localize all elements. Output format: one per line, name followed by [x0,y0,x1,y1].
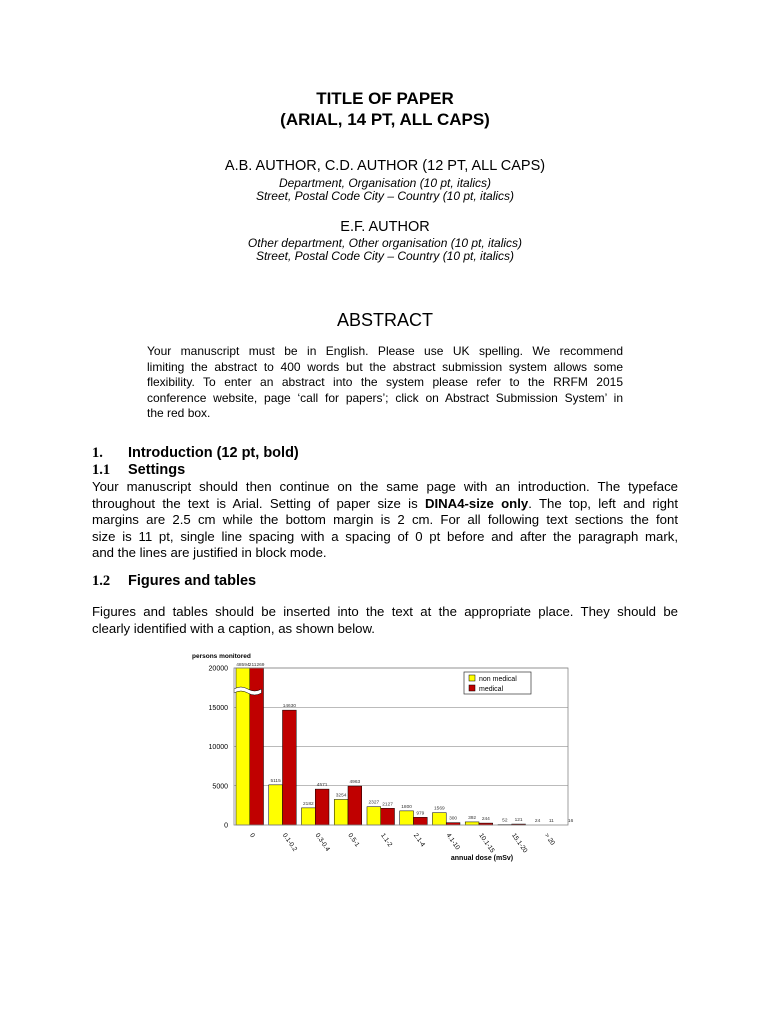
affiliation-1-line-2: Street, Postal Code City – Country (10 pt, italics) [255,189,515,203]
section-title: Introduction (12 pt, bold) [128,445,299,461]
x-tick-label: 10.1-15 [477,832,496,855]
bar-value-label: 52 [502,818,508,824]
section-1-2-heading [92,573,256,590]
legend-label-medical: medical [479,686,504,693]
x-tick-label: 1.1-2 [379,832,394,849]
bar-value-label: 5115 [270,778,281,784]
bar-non-medical [432,813,446,825]
bar-value-label: 48594 [236,663,250,668]
x-tick-label: 0.5-1 [346,832,361,849]
paragraph-line: Your manuscript should then continue on the same page with an introduction. The typeface [92,479,678,494]
legend-swatch-medical [469,685,475,691]
bar-value-label: 2327 [368,800,380,806]
affiliation-2-line-1: Other department, Other organisation (10 pt, italics) [247,236,523,250]
bar-non-medical [367,807,381,825]
figures-paragraph [92,604,678,637]
bar-value-label: 244 [481,817,490,823]
x-tick-label: 0.3-0.4 [313,832,331,853]
bar-value-label: 3254 [335,793,347,799]
text-run: . The top, left and right [528,495,679,511]
bar-value-label: 24 [534,818,541,824]
legend-swatch-non-medical [469,675,475,681]
bar-medical [413,817,427,825]
x-tick-label: 4.1-10 [444,832,461,852]
bold-text-run: DINA4-size only [424,495,529,511]
section-1-heading [92,445,299,462]
affiliation-2-line-2: Street, Postal Code City – Country (10 pt, italics) [255,249,515,263]
bar-value-label: 211269 [248,663,265,668]
section-title: Figures and tables [128,573,257,589]
text-run: throughout the text is Arial. Setting of paper size is [92,495,425,511]
bar-non-medical [269,785,283,825]
chart-legend [464,672,531,694]
y-tick-label: 0 [224,822,228,830]
legend-label-non-medical: non medical [479,676,517,683]
x-axis-ticks [248,832,556,854]
bar-value-label: 979 [416,811,425,817]
bar-value-label: 4571 [316,783,328,789]
bar-non-medical [301,808,315,825]
bar-value-label: 300 [449,816,458,822]
author-names-1: A.B. AUTHOR, C.D. AUTHOR (12 PT, ALL CAPS) [224,158,546,174]
bar-value-label: 121 [514,818,523,824]
bar-value-label: 16 [567,818,574,824]
bar-value-label: 2127 [382,802,393,808]
y-tick-label: 20000 [208,665,228,673]
paragraph-line: margins are 2.5 cm while the bottom margin is 2 cm. For all following text sections the font [92,512,678,527]
abstract-line: the red box. [147,406,211,420]
paragraph-line: size is 11 pt, single line spacing with a spacing of 0 pt before and after the paragraph mark, [92,528,678,544]
abstract-line: conference website, page ‘call for papers’; click on Abstract Submission System’ in [147,390,623,405]
y-axis-label: persons monitored [192,653,251,660]
x-axis-label: annual dose (mSv) [450,855,514,862]
paragraph-line: and the lines are justified in block mode. [92,545,327,560]
bar-value-label: 392 [468,815,477,821]
bar-medical [381,808,395,825]
paper-title [0,88,770,130]
abstract-line: flexibility. To enter an abstract into the system please refer to the RRFM 2015 [147,375,623,389]
bar-non-medical [465,822,479,825]
bar-value-label: 1569 [434,806,445,812]
bar-medical [282,710,296,825]
section-number: 1. [92,445,103,461]
x-tick-label: > 20 [542,832,556,847]
bar-medical [315,789,329,825]
bar-value-label: 11 [548,818,554,824]
x-tick-label: 2.1-4 [411,832,427,849]
abstract-heading: ABSTRACT [336,310,433,330]
x-tick-label: 0.1-0.2 [280,832,299,853]
x-tick-label: 15.1-20 [510,832,529,855]
y-tick-label: 5000 [212,783,228,791]
paragraph-line: clearly identified with a caption, as shown below. [92,620,375,636]
dose-bar-chart [190,646,580,876]
title-line-2: (ARIAL, 14 PT, ALL CAPS) [280,110,490,129]
paragraph-line [92,496,678,513]
settings-paragraph [92,479,678,562]
abstract-body [147,344,623,422]
bar-value-label: 2182 [303,801,314,807]
x-tick-label: 0 [248,832,256,840]
title-line-1: TITLE OF PAPER [316,89,454,108]
section-1-1-heading [92,462,185,479]
bar-non-medical [400,811,414,825]
bar-medical [348,786,362,825]
bar-value-label: 1800 [401,804,412,810]
bar-non-medical [334,799,348,825]
section-number: 1.1 [92,462,111,478]
y-axis-ticks [209,666,229,830]
bar-value-label: 4963 [349,780,361,786]
author-names-2: E.F. AUTHOR [340,219,430,235]
paragraph-line: Figures and tables should be inserted into the text at the appropriate place. They should be [92,604,678,619]
abstract-line: Your manuscript must be in English. Please use UK spelling. We recommend [147,344,623,358]
abstract-line: limiting the abstract to 400 words but the abstract submission system allows some [147,359,623,374]
section-number: 1.2 [92,573,111,589]
section-title: Settings [128,462,186,478]
affiliation-1-line-1: Department, Organisation (10 pt, italics) [278,176,492,190]
bar-value-label: 14630 [282,704,297,710]
y-tick-label: 15000 [208,704,228,712]
y-tick-label: 10000 [208,744,228,751]
